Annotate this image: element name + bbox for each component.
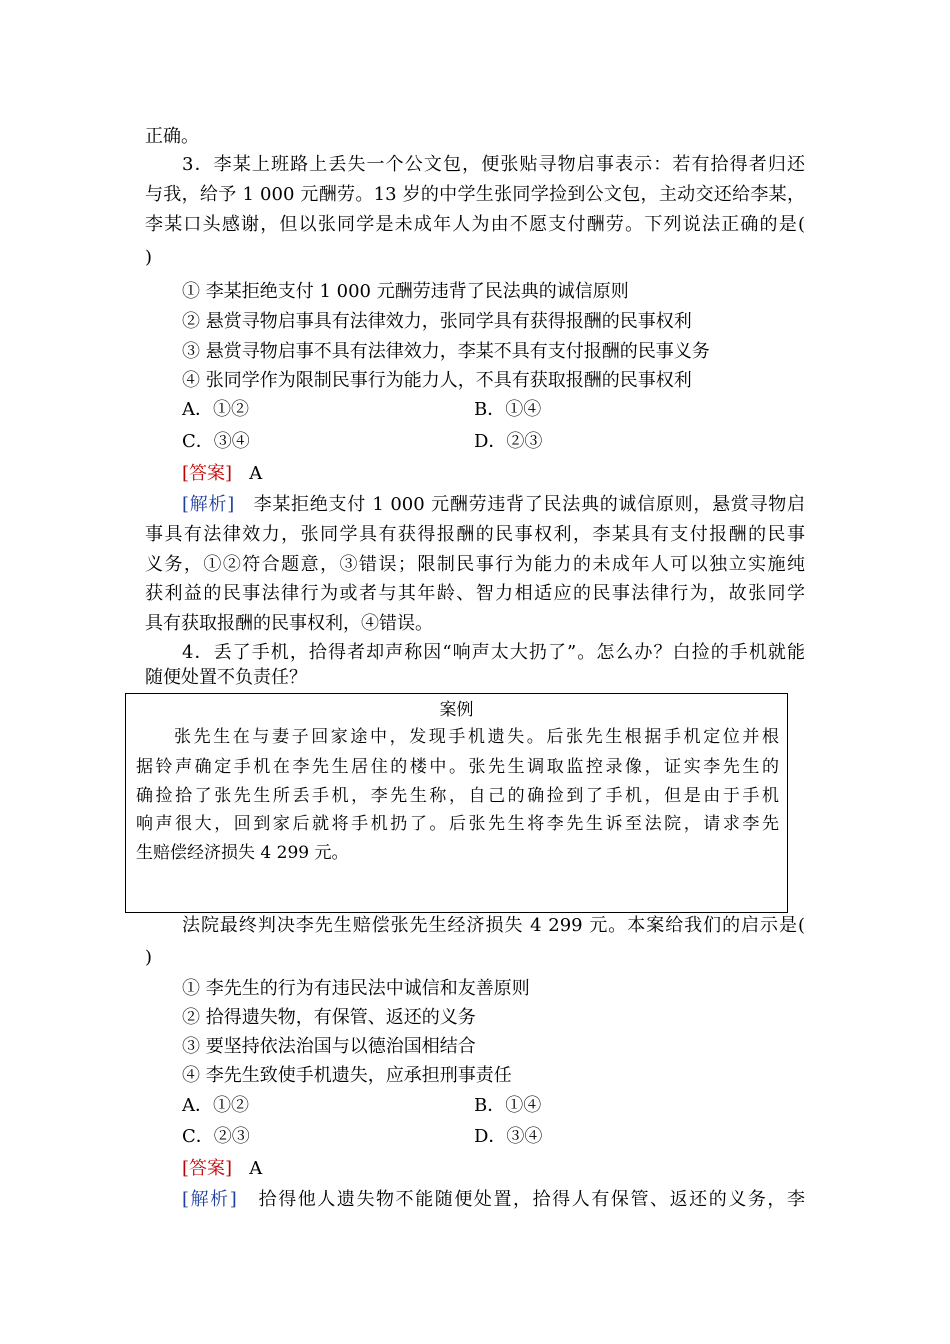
case-line-3: 确捡拾了张先生所丢手机，李先生称，自己的确捡到了手机，但是由于手机 (136, 786, 779, 806)
top-fragment: 正确。 (145, 126, 199, 147)
q3-analysis-line-2: 事具有法律效力，张同学具有获得报酬的民事权利，李某具有支付报酬的民事 (145, 524, 805, 545)
answer-label: [答案] (182, 1158, 233, 1179)
q4-intro-line-2: 随便处置不负责任？ (145, 667, 307, 688)
case-line-2: 据铃声确定手机在李先生居住的楼中。张先生调取监控录像，证实李先生的 (136, 757, 779, 777)
q3-stem-line-4: ) (145, 247, 153, 268)
q4-answer (182, 1157, 262, 1181)
q4-option-b: B．①④ (474, 1095, 542, 1116)
analysis-text: 拾得他人遗失物不能随便处置，拾得人有保管、返还的义务，李 (258, 1189, 806, 1210)
q4-analysis-line-1 (182, 1188, 805, 1212)
q3-analysis-line-5: 具有获取报酬的民事权利，④错误。 (145, 613, 433, 634)
case-box (125, 693, 788, 913)
q4-option-c: C．②③ (182, 1126, 250, 1147)
q4-intro-line-1: 4．丢了手机，拾得者却声称因“响声太大扔了”。怎么办？白捡的手机就能 (182, 642, 805, 663)
analysis-text: 李某拒绝支付 1 000 元酬劳违背了民法典的诚信原则，悬赏寻物启 (253, 494, 805, 515)
q4-stem-line-1: 法院最终判决李先生赔偿张先生经济损失 4 299 元。本案给我们的启示是( (182, 915, 805, 936)
q3-item-3: ③ 悬赏寻物启事不具有法律效力，李某不具有支付报酬的民事义务 (182, 341, 710, 362)
q4-stem-line-2: ) (145, 947, 153, 968)
q3-option-b: B．①④ (474, 399, 542, 420)
q3-analysis-line-4: 获利益的民事法律行为或者与其年龄、智力相适应的民事法律行为，故张同学 (145, 583, 805, 604)
q3-stem-line-1: 3．李某上班路上丢失一个公文包，便张贴寻物启事表示：若有拾得者归还 (182, 154, 805, 175)
answer-value: A (249, 1158, 263, 1179)
case-line-5: 生赔偿经济损失 4 299 元。 (136, 843, 349, 863)
q3-option-d: D．②③ (474, 431, 543, 452)
q4-option-a: A．①② (182, 1095, 249, 1116)
case-line-1: 张先生在与妻子回家途中，发现手机遗失。后张先生根据手机定位并根 (174, 727, 779, 747)
analysis-label: [解析] (182, 1189, 237, 1210)
case-line-4: 响声很大，回到家后就将手机扔了。后张先生将李先生诉至法院，请求李先 (136, 814, 779, 834)
q3-analysis-line-3: 义务，①②符合题意，③错误；限制民事行为能力的未成年人可以独立实施纯 (145, 554, 805, 575)
q3-stem-line-3: 李某口头感谢，但以张同学是未成年人为由不愿支付酬劳。下列说法正确的是( (145, 214, 805, 235)
answer-label: [答案] (182, 463, 233, 484)
q4-item-1: ① 李先生的行为有违民法中诚信和友善原则 (182, 978, 530, 999)
q3-stem-line-2: 与我，给予 1 000 元酬劳。13 岁的中学生张同学捡到公文包，主动交还给李某， (145, 184, 805, 205)
q4-item-2: ② 拾得遗失物，有保管、返还的义务 (182, 1007, 476, 1028)
q3-item-2: ② 悬赏寻物启事具有法律效力，张同学具有获得报酬的民事权利 (182, 311, 692, 332)
q3-item-1: ① 李某拒绝支付 1 000 元酬劳违背了民法典的诚信原则 (182, 281, 629, 302)
q3-analysis-line-1 (182, 493, 805, 517)
q4-item-3: ③ 要坚持依法治国与以德治国相结合 (182, 1036, 476, 1057)
case-title: 案例 (439, 700, 474, 720)
q3-item-4: ④ 张同学作为限制民事行为能力人，不具有获取报酬的民事权利 (182, 370, 692, 391)
answer-value: A (249, 463, 263, 484)
q4-item-4: ④ 李先生致使手机遗失，应承担刑事责任 (182, 1065, 512, 1086)
q3-answer (182, 462, 262, 486)
q3-option-a: A．①② (182, 399, 249, 420)
q4-option-d: D．③④ (474, 1126, 543, 1147)
analysis-label: [解析] (182, 494, 235, 515)
q3-option-c: C．③④ (182, 431, 250, 452)
